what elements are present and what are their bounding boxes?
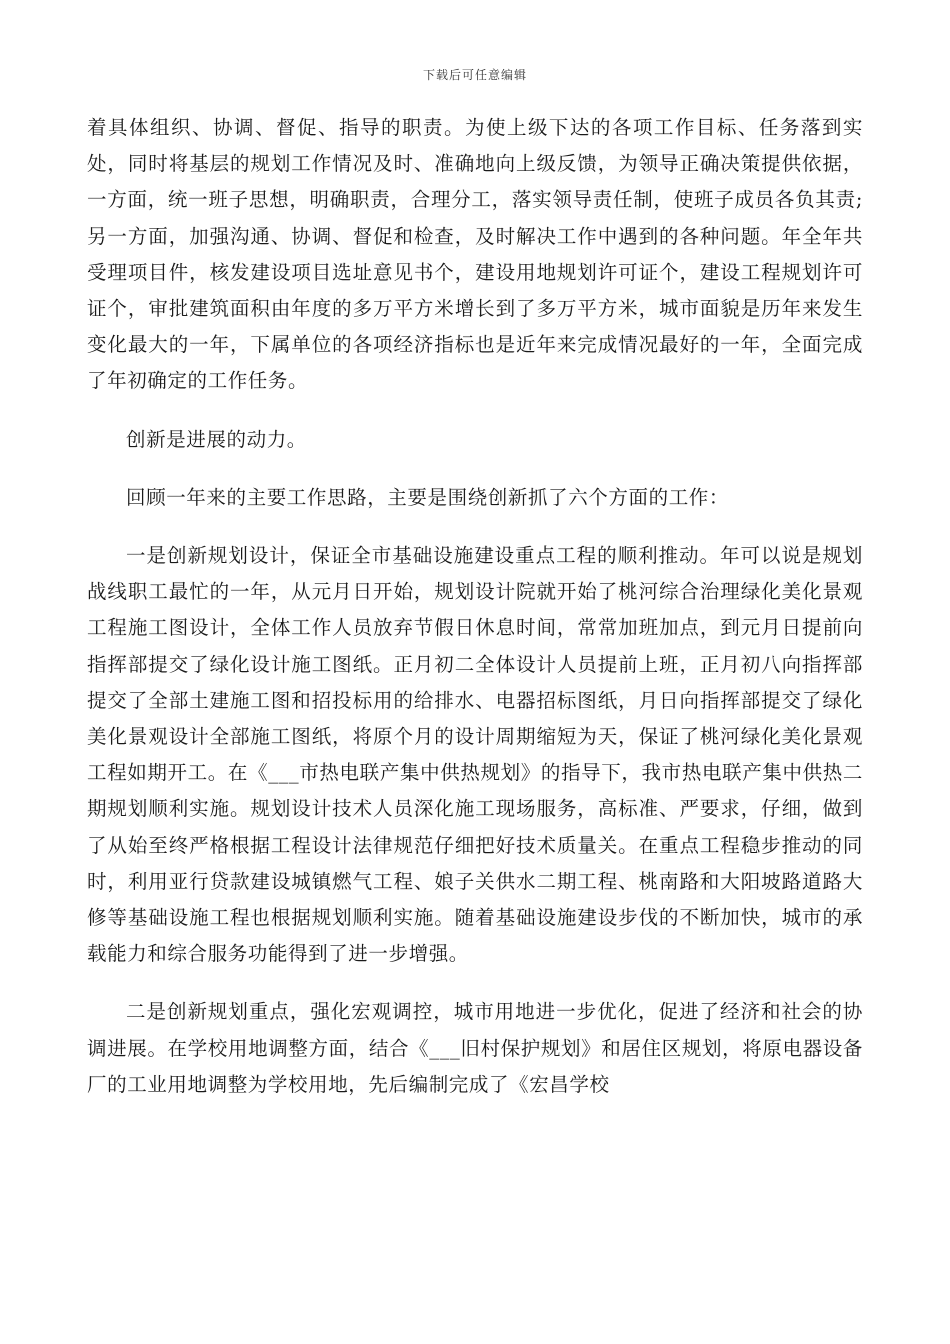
document-body xyxy=(87,110,863,1103)
paragraph-5: 二是创新规划重点，强化宏观调控，城市用地进一步优化，促进了经济和社会的协调进展。在学校用地调整方面，结合《___旧村保护规划》和居住区规划，将原电器设备厂的工业用地调整为学校用地，先后编制完成了《宏昌学校 xyxy=(87,1000,863,1096)
paragraph-4: 一是创新规划设计，保证全市基础设施建设重点工程的顺利推动。年可以说是规划战线职工最忙的一年，从元月日开始，规划设计院就开始了桃河综合治理绿化美化景观工程施工图设计，全体工作人员放弃节假日休息时间，常常加班加点，到元月日提前向指挥部提交了绿化设计施工图纸。正月初二全体设计人员提前上班，正月初八向指挥部提交了全部土建施工图和招投标用的给排水、电器招标图纸，月日向指挥部提交了绿化美化景观设计全部施工图纸，将原个月的设计周期缩短为天，保证了桃河绿化美化景观工程如期开工。在《___市热电联产集中供热规划》的指导下，我市热电联产集中供热二期规划顺利实施。规划设计技术人员深化施工现场服务，高标准、严要求，仔细，做到了从始至终严格根据工程设计法律规范仔细把好技术质量关。在重点工程稳步推动的同时，利用亚行贷款建设城镇燃气工程、娘子关供水二期工程、桃南路和大阳坡路道路大修等基础设施工程也根据规划顺利实施。随着基础设施建设步伐的不断加快，城市的承载能力和综合服务功能得到了进一步增强。 xyxy=(87,544,863,966)
paragraph-1: 着具体组织、协调、督促、指导的职责。为使上级下达的各项工作目标、任务落到实处，同时将基层的规划工作情况及时、准确地向上级反馈，为领导正确决策提供依据，一方面，统一班子思想，明确职责，合理分工，落实领导责任制，使班子成员各负其责;另一方面，加强沟通、协调、督促和检查，及时解决工作中遇到的各种问题。年全年共受理项目件，核发建设项目选址意见书个，建设用地规划许可证个，建设工程规划许可证个，审批建筑面积由年度的多万平方米增长到了多万平方米，城市面貌是历年来发生变化最大的一年，下属单位的各项经济指标也是近年来完成情况最好的一年，全面完成了年初确定的工作任务。 xyxy=(87,116,863,393)
page-header: 下载后可任意编辑 xyxy=(422,68,527,82)
paragraph-3: 回顾一年来的主要工作思路，主要是围绕创新抓了六个方面的工作： xyxy=(126,485,730,509)
paragraph-2: 创新是进展的动力。 xyxy=(126,427,307,451)
